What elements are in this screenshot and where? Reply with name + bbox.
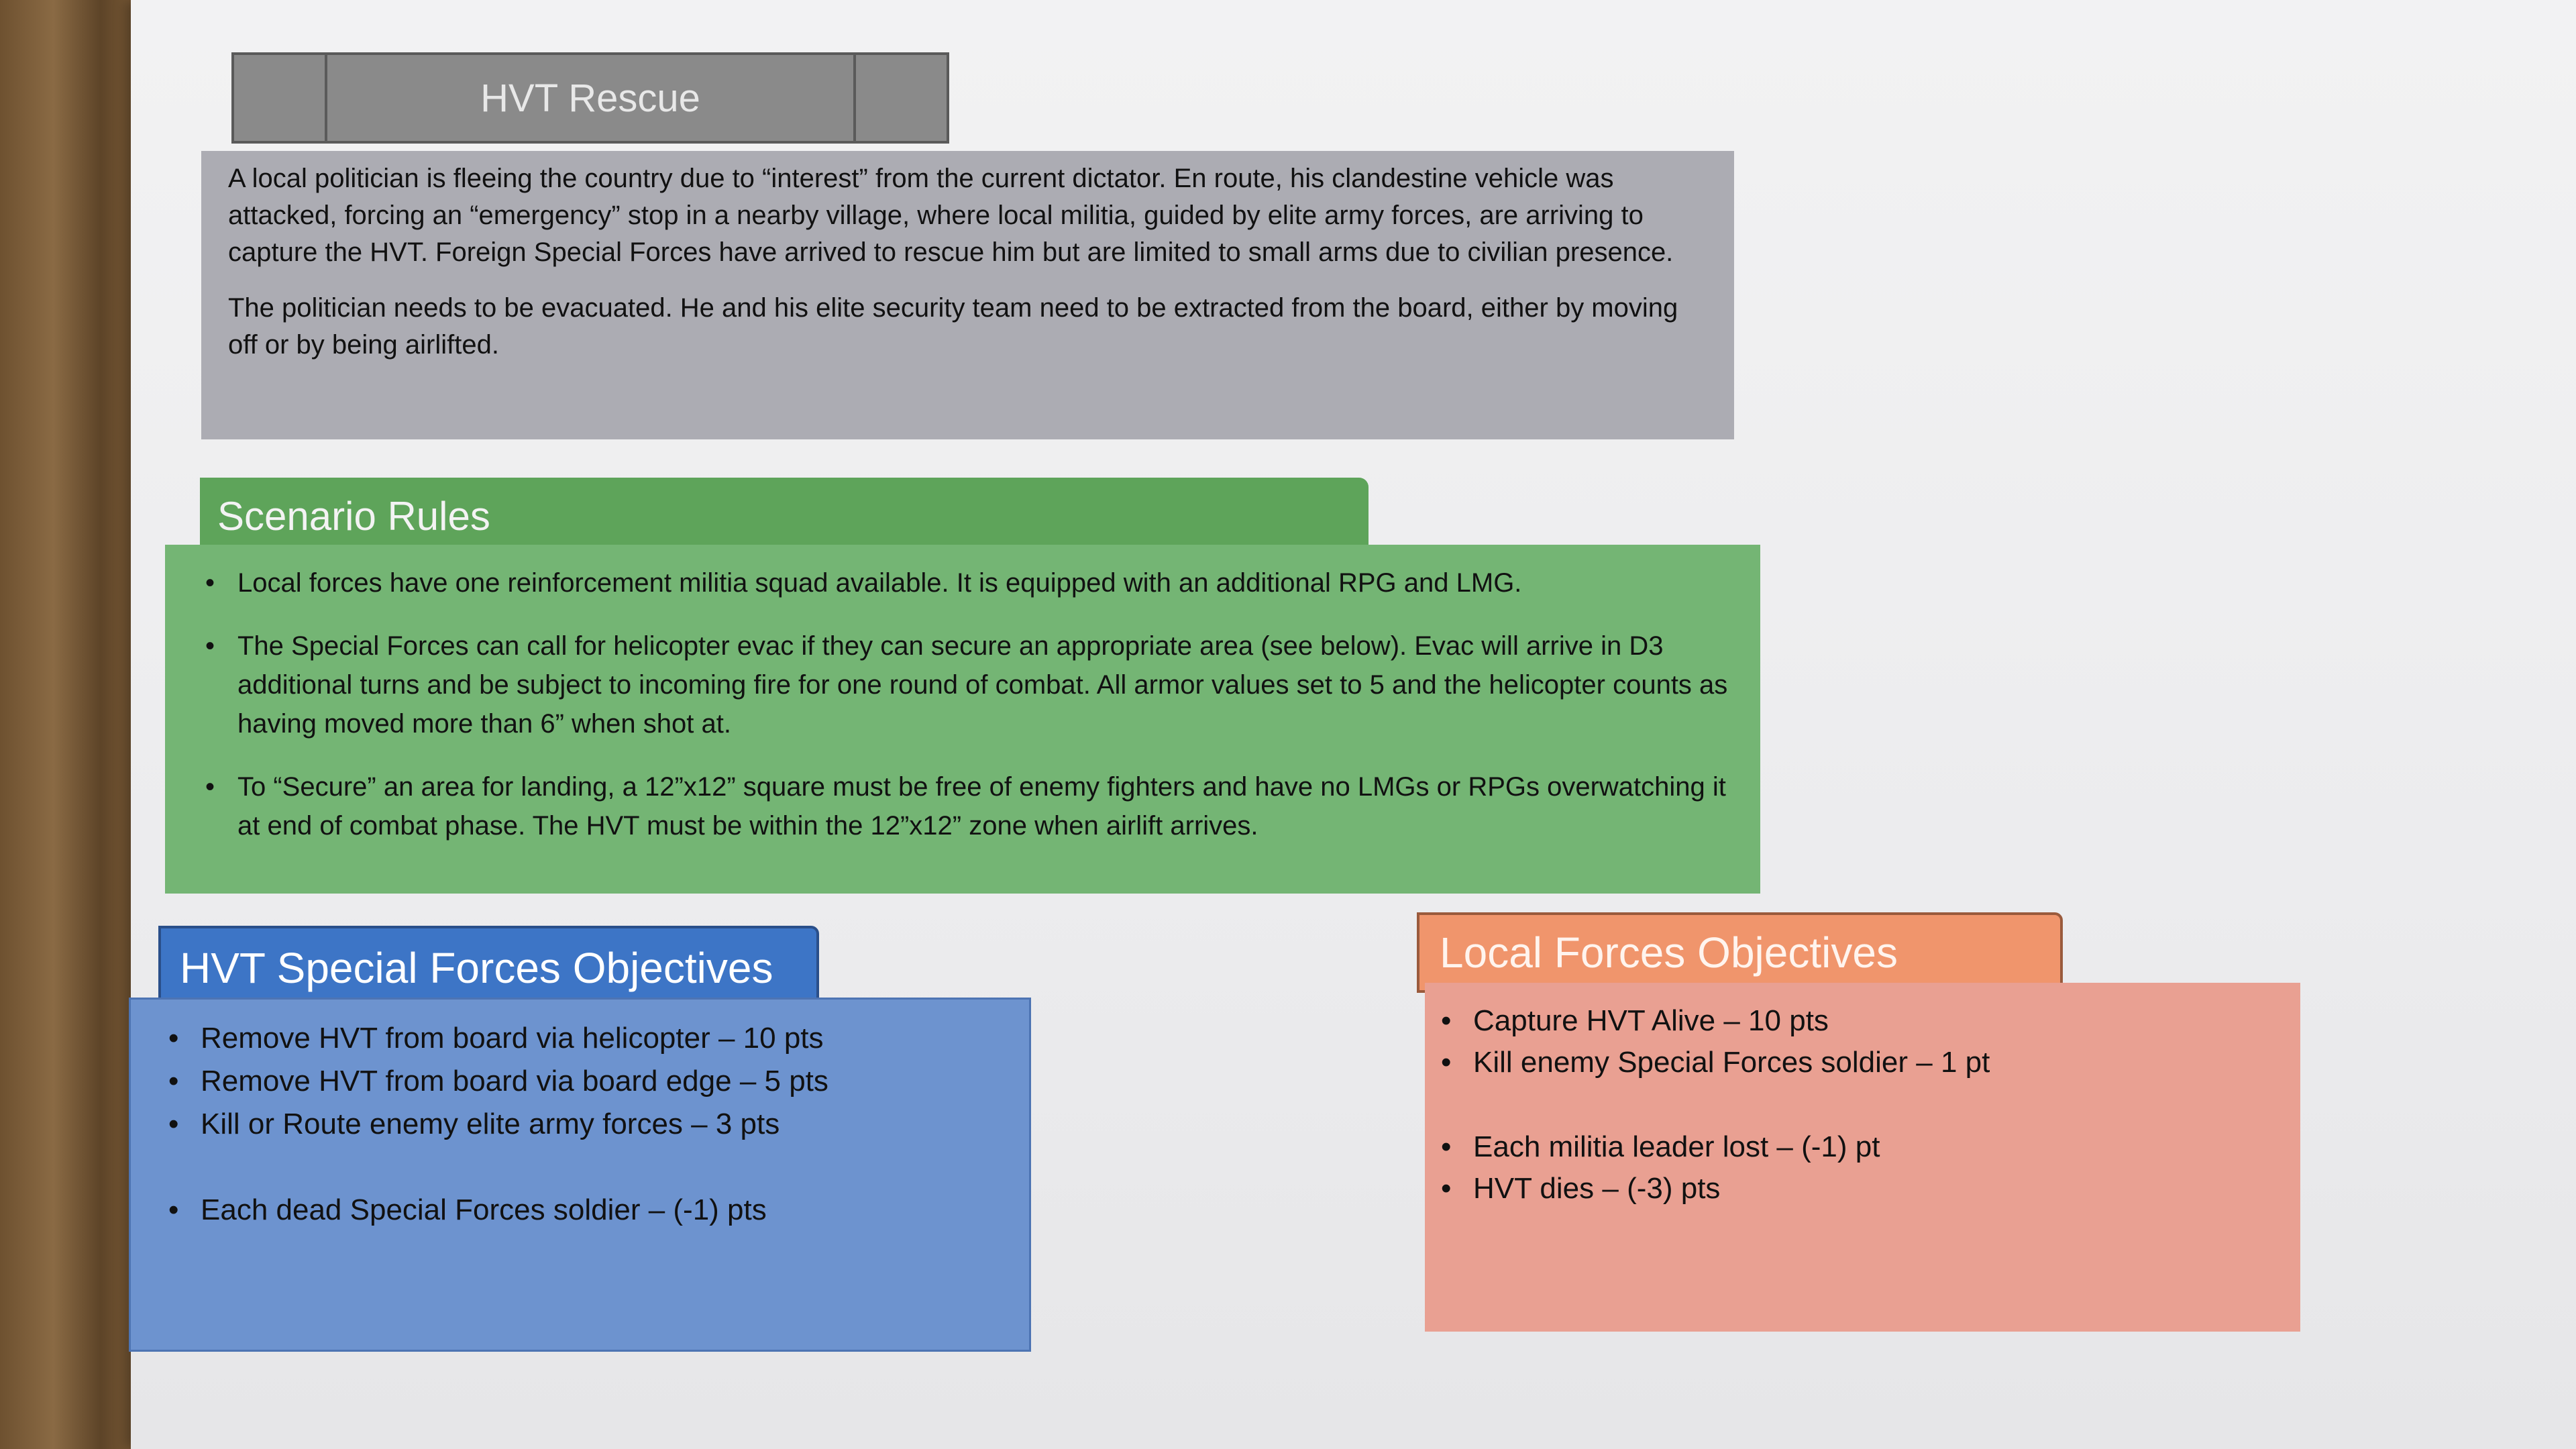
local-penalties-list <box>1441 1126 2280 1210</box>
rule-item <box>205 767 1733 845</box>
objective-text: Each dead Special Forces soldier – (-1) pts <box>201 1193 767 1226</box>
objective-item <box>168 1189 1009 1232</box>
sf-objectives-heading: HVT Special Forces Objectives <box>158 926 819 1010</box>
bullet-icon: • <box>168 1065 179 1097</box>
intro-paragraph: The politician needs to be evacuated. He and his elite security team need to be extracted from the board, either by moving off or by being airlifted. <box>228 293 1678 360</box>
objective-text: Remove HVT from board via board edge – 5 pts <box>201 1065 828 1097</box>
objective-text: Kill enemy Special Forces soldier – 1 pt <box>1473 1046 1990 1079</box>
objective-text: Capture HVT Alive – 10 pts <box>1473 1004 1829 1037</box>
rule-item <box>205 627 1733 743</box>
objective-text: HVT dies – (-3) pts <box>1473 1172 1721 1205</box>
local-objectives-list <box>1441 1000 2280 1083</box>
rule-item <box>205 564 1733 602</box>
scenario-rules-box <box>165 545 1760 894</box>
objective-item <box>1441 1126 2280 1168</box>
spacer <box>1441 1083 2280 1126</box>
objective-item <box>168 1060 1009 1103</box>
intro-paragraph: A local politician is fleeing the country due to “interest” from the current dictator. En route, his clandestine vehicle was attacked, forcing an “emergency” stop in a nearby village, where local militia, guided by elite army forces, are arriving to capture the HVT. Foreign Special Forces have arrived to rescue him but are limited to small arms due to civilian presence. <box>228 164 1674 267</box>
sf-objectives-box <box>129 998 1031 1352</box>
bullet-icon: • <box>205 631 215 661</box>
bullet-icon: • <box>205 772 215 802</box>
bullet-icon: • <box>1441 1172 1452 1205</box>
bullet-icon: • <box>168 1108 179 1140</box>
objective-item <box>1441 1042 2280 1083</box>
bullet-icon: • <box>1441 1004 1452 1037</box>
bullet-icon: • <box>168 1022 179 1055</box>
bullet-icon: • <box>168 1193 179 1226</box>
page-title: HVT Rescue <box>480 76 700 120</box>
local-objectives-heading: Local Forces Objectives <box>1417 912 2063 993</box>
rule-text: The Special Forces can call for helicopter evac if they can secure an appropriate area (see below). Evac will arrive in D3 additional turns and be subject to incoming fire for one round of combat. All armor values set to 5 and the helicopter counts as having moved more than 6” when shot at. <box>237 631 1728 739</box>
bullet-icon: • <box>205 568 215 598</box>
bullet-icon: • <box>1441 1046 1452 1079</box>
bullet-icon: • <box>1441 1130 1452 1163</box>
title-banner <box>231 52 949 144</box>
objective-item <box>1441 1000 2280 1042</box>
local-objectives-box <box>1425 983 2300 1332</box>
spacer <box>168 1146 1009 1189</box>
objective-text: Each militia leader lost – (-1) pt <box>1473 1130 1880 1163</box>
scenario-rules-heading: Scenario Rules <box>200 478 1368 555</box>
rule-text: Local forces have one reinforcement militia squad available. It is equipped with an additional RPG and LMG. <box>237 568 1522 598</box>
objective-text: Remove HVT from board via helicopter – 10 pts <box>201 1022 824 1055</box>
objective-item <box>1441 1168 2280 1210</box>
sf-objectives-list <box>168 1017 1009 1146</box>
objective-item <box>168 1017 1009 1060</box>
rule-text: To “Secure” an area for landing, a 12”x12” square must be free of enemy fighters and have no LMGs or RPGs overwatching it at end of combat phase. The HVT must be within the 12”x12” zone when airlift arrives. <box>237 772 1726 841</box>
scenario-rules-list <box>205 564 1733 845</box>
sf-penalties-list <box>168 1189 1009 1232</box>
objective-item <box>168 1103 1009 1146</box>
intro-box <box>201 151 1734 439</box>
objective-text: Kill or Route enemy elite army forces – 3 pts <box>201 1108 780 1140</box>
